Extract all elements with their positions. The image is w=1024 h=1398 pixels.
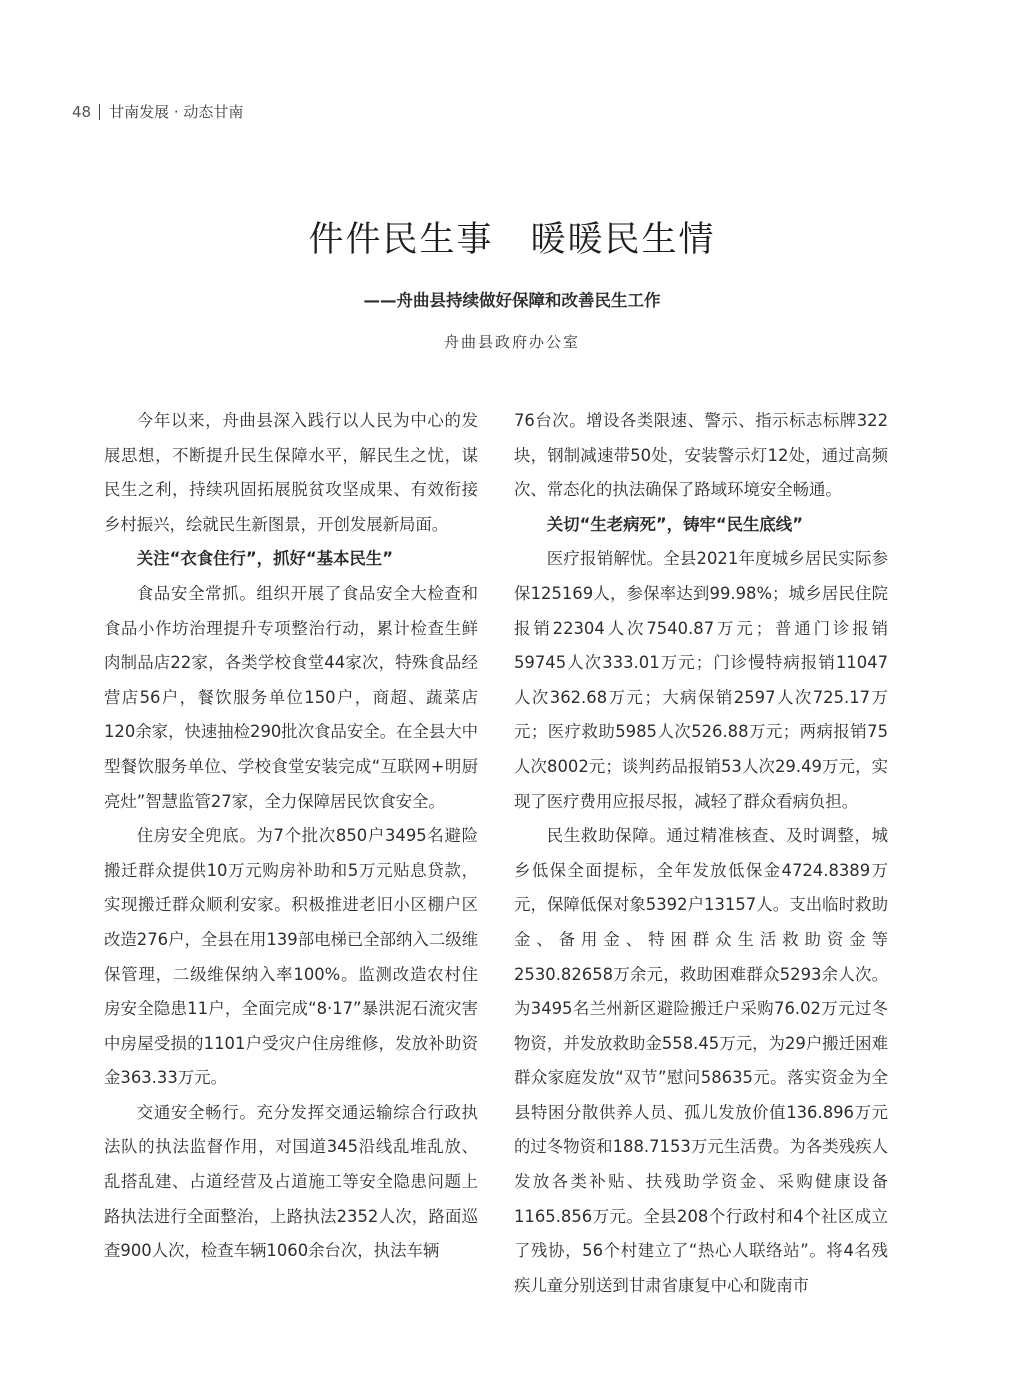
paragraph-food-safety: 食品安全常抓。组织开展了食品安全大检查和食品小作坊治理提升专项整治行动，累计检查生鲜肉制品店22家，各类学校食堂44家次，特殊食品经营店56户，餐饮服务单位150户，商超、蔬菜店120余家，快速抽检290批次食品安全。在全县大中型餐饮服务单位、学校食堂安装完成“互联网+明厨亮灶”智慧监管27家，全力保障居民饮食安全。 bbox=[104, 583, 478, 811]
paragraph-housing-safety: 住房安全兜底。为7个批次850户3495名避险搬迁群众提供10万元购房补助和5万元贴息贷款，实现搬迁群众顺利安家。积极推进老旧小区棚户区改造276户，全县在用139部电梯已全部纳入二级维保管理，二级维保纳入率100%。监测改造农村住房安全隐患11户，全面完成“8·17”暴洪泥石流灾害中房屋受损的1101户受灾户住房维修，发放补助资金363.33万元。 bbox=[104, 826, 478, 1088]
paragraph-traffic-safety-continued: 76台次。增设各类限速、警示、指示标志标牌322块，钢制减速带50处，安装警示灯12处，通过高频次、常态化的执法确保了路域环境安全畅通。 bbox=[514, 411, 888, 500]
running-header bbox=[72, 101, 243, 122]
right-column bbox=[514, 404, 888, 1303]
page-number: 48 bbox=[72, 102, 92, 121]
section-heading-livelihood-bottom-line: 关切“生老病死”，铸牢“民生底线” bbox=[546, 514, 803, 534]
section-name: 甘南发展 · 动态甘南 bbox=[109, 103, 244, 121]
paragraph-medical-reimbursement: 医疗报销解忧。全县2021年度城乡居民实际参保125169人，参保率达到99.98%；城乡居民住院报销22304人次7540.87万元；普通门诊报销59745人次333.01万元；门诊慢特病报销11047人次362.68万元；大病保销2597人次725.17万元；医疗救助5985人次526.88万元；两病报销75人次8002元；谈判药品报销53人次29.49万元，实现了医疗费用应报尽报，减轻了群众看病负担。 bbox=[514, 549, 888, 811]
left-column bbox=[104, 404, 478, 1269]
article-subtitle: ——舟曲县持续做好保障和改善民生工作 bbox=[363, 291, 661, 310]
paragraph-intro: 今年以来，舟曲县深入践行以人民为中心的发展思想，不断提升民生保障水平，解民生之忧，谋民生之利，持续巩固拓展脱贫攻坚成果、有效衔接乡村振兴，绘就民生新图景，开创发展新局面。 bbox=[104, 411, 478, 534]
section-heading-basic-livelihood: 关注“衣食住行”，抓好“基本民生” bbox=[136, 549, 393, 569]
article-title: 件件民生事 暖暖民生情 bbox=[308, 220, 716, 260]
header-divider bbox=[99, 104, 100, 120]
article-author: 舟曲县政府办公室 bbox=[443, 333, 580, 351]
paragraph-social-assistance: 民生救助保障。通过精准核查、及时调整，城乡低保全面提标，全年发放低保金4724.8389万元，保障低保对象5392户13157人。支出临时救助金、备用金、特困群众生活救助资金等2530.82658万余元，救助困难群众5293余人次。为3495名兰州新区避险搬迁户采购76.02万元过冬物资，并发放救助金558.45万元，为29户搬迁困难群众家庭发放“双节”慰问58635元。落实资金为全县特困分散供养人员、孤儿发放价值136.896万元的过冬物资和188.7153万元生活费。为各类残疾人发放各类补贴、扶残助学资金、采购健康设备1165.856万元。全县208个行政村和4个社区成立了残协，56个村建立了“热心人联络站”。将4名残疾儿童分别送到甘肃省康复中心和陇南市 bbox=[514, 826, 888, 1295]
paragraph-traffic-safety: 交通安全畅行。充分发挥交通运输综合行政执法队的执法监督作用，对国道345沿线乱堆乱放、乱搭乱建、占道经营及占道施工等安全隐患问题上路执法进行全面整治，上路执法2352人次，路面巡查900人次，检查车辆1060余台次，执法车辆 bbox=[104, 1102, 478, 1261]
